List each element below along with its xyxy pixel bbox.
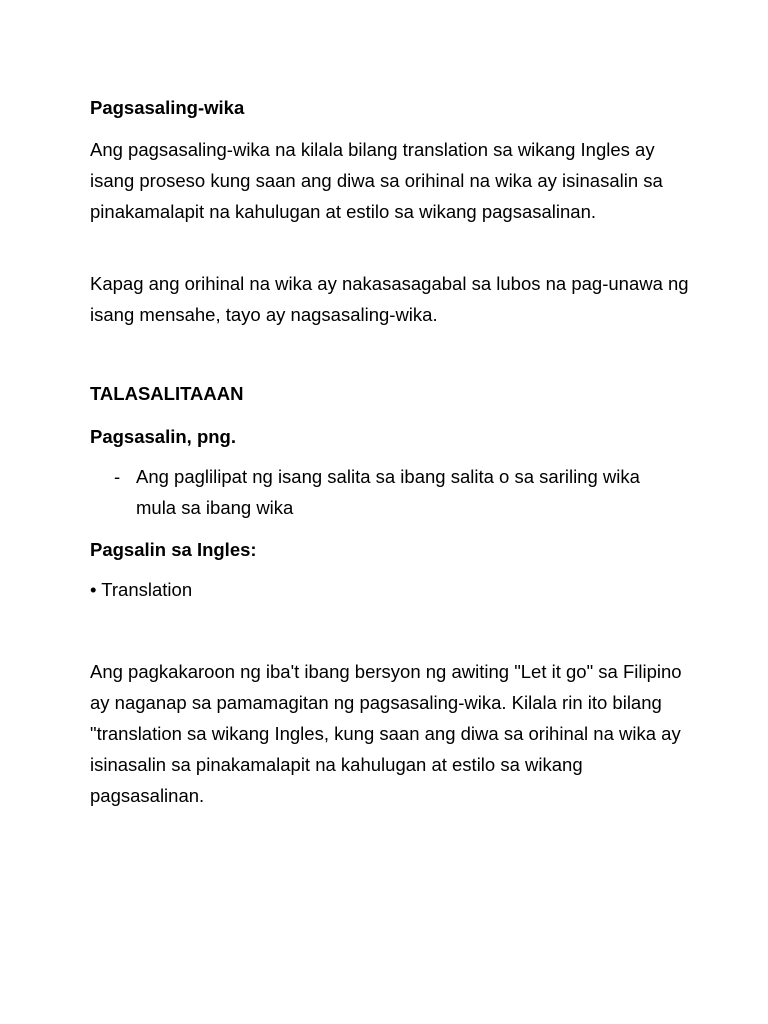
glossary-title: TALASALITAAAN bbox=[90, 383, 244, 404]
english-list-item: • Translation bbox=[90, 579, 193, 600]
section-title: Pagsasaling-wika bbox=[90, 97, 245, 118]
dash-marker: - bbox=[114, 466, 121, 487]
intro-paragraph: Ang pagsasaling-wika na kilala bilang translation sa wikang Ingles ay isang proseso kung saan ang diwa sa orihinal na wika ay isinasalin sa pinakamalapit na kahulugan at estilo sa wikang pagsasalinan. bbox=[90, 139, 663, 222]
definition-item bbox=[114, 461, 674, 523]
second-paragraph: Kapag ang orihinal na wika ay nakasasagabal sa lubos na pag-unawa ng isang mensahe, tayo ay nagsasaling-wika. bbox=[90, 273, 689, 325]
definition-text: Ang paglilipat ng isang salita sa ibang salita o sa sariling wika mula sa ibang wika bbox=[136, 466, 640, 518]
closing-paragraph: Ang pagkakaroon ng iba't ibang bersyon ng awiting "Let it go" sa Filipino ay naganap sa pamamagitan ng pagsasaling-wika. Kilala rin ito bilang "translation sa wikang Ingles, kung saan ang diwa sa orihinal na wika ay isinasalin sa pinakamalapit na kahulugan at estilo sa wikang pagsasalinan. bbox=[90, 661, 682, 806]
glossary-term: Pagsasalin, png. bbox=[90, 426, 236, 447]
english-heading: Pagsalin sa Ingles: bbox=[90, 539, 257, 560]
